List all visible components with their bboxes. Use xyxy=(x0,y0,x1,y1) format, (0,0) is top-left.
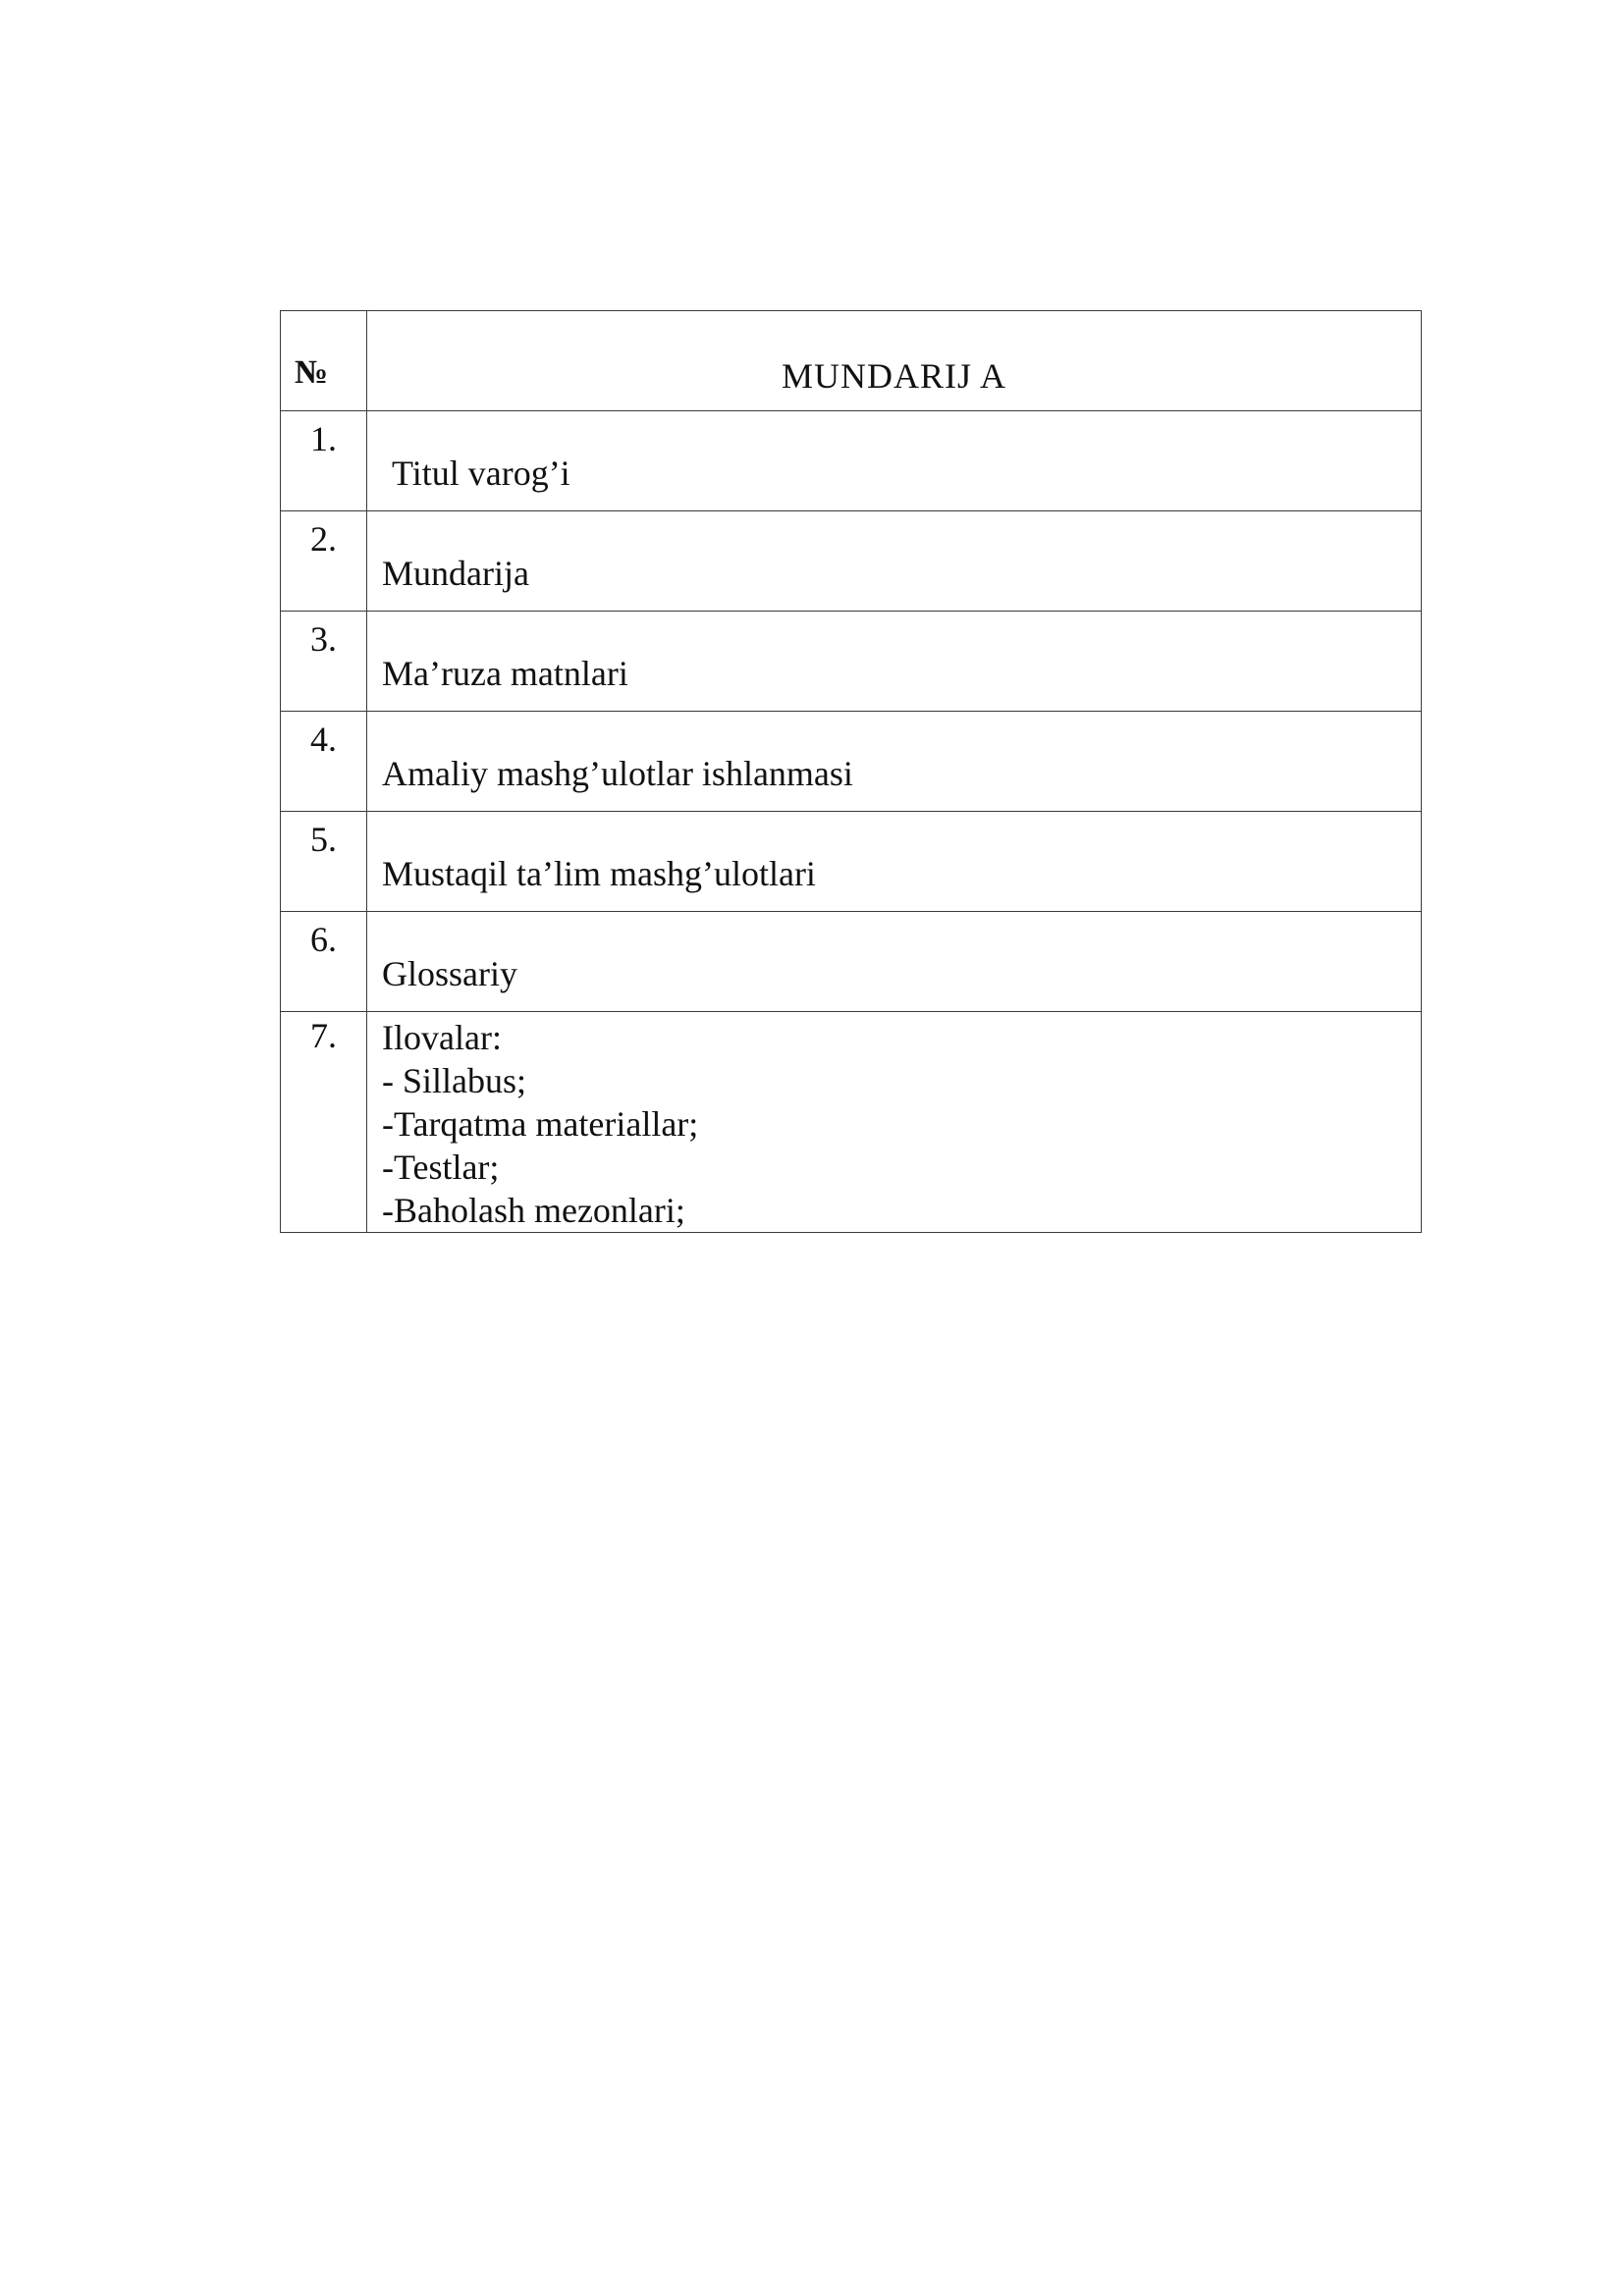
row-title: Amaliy mashg’ulotlar ishlanmasi xyxy=(382,754,853,793)
appendices-title: Ilovalar: xyxy=(382,1018,502,1057)
row-title-cell xyxy=(367,411,1422,511)
number-column-header xyxy=(281,311,367,411)
row-number: 7. xyxy=(310,1016,337,1055)
list-item: - Sillabus; xyxy=(382,1061,527,1100)
row-title: Glossariy xyxy=(382,954,517,993)
row-title: Titul varog’i xyxy=(392,454,570,493)
appendices-block xyxy=(367,1012,1421,1232)
list-item: -Baholash mezonlari; xyxy=(382,1191,685,1230)
table-row xyxy=(281,912,1422,1012)
row-title: Ma’ruza matnlari xyxy=(382,654,628,693)
row-number: 6. xyxy=(310,920,337,959)
title-column-header xyxy=(367,311,1422,411)
toc-heading: MUNDARIJ A xyxy=(781,356,1007,396)
row-number-cell xyxy=(281,812,367,912)
row-number: 2. xyxy=(310,519,337,559)
row-title-cell xyxy=(367,1012,1422,1233)
row-number-cell xyxy=(281,612,367,712)
row-title-cell xyxy=(367,912,1422,1012)
table-of-contents xyxy=(280,310,1422,1233)
row-number: 4. xyxy=(310,720,337,759)
table-header-row xyxy=(281,311,1422,411)
row-title-cell xyxy=(367,612,1422,712)
table-row xyxy=(281,612,1422,712)
table-row xyxy=(281,1012,1422,1233)
row-number: 3. xyxy=(310,619,337,659)
table-row xyxy=(281,411,1422,511)
table-row xyxy=(281,812,1422,912)
row-number: 5. xyxy=(310,820,337,859)
list-item: -Testlar; xyxy=(382,1148,500,1187)
table-row xyxy=(281,712,1422,812)
row-number-cell xyxy=(281,411,367,511)
row-title: Mustaqil ta’lim mashg’ulotlari xyxy=(382,854,816,893)
row-number: 1. xyxy=(310,419,337,458)
table-row xyxy=(281,511,1422,612)
row-title: Mundarija xyxy=(382,554,529,593)
number-sign-label: № xyxy=(295,354,329,391)
row-number-cell xyxy=(281,511,367,612)
row-title-cell xyxy=(367,511,1422,612)
row-title-cell xyxy=(367,712,1422,812)
row-number-cell xyxy=(281,1012,367,1233)
list-item: -Tarqatma materiallar; xyxy=(382,1104,699,1144)
row-number-cell xyxy=(281,912,367,1012)
row-number-cell xyxy=(281,712,367,812)
appendices-list xyxy=(382,1059,1421,1232)
row-title-cell xyxy=(367,812,1422,912)
